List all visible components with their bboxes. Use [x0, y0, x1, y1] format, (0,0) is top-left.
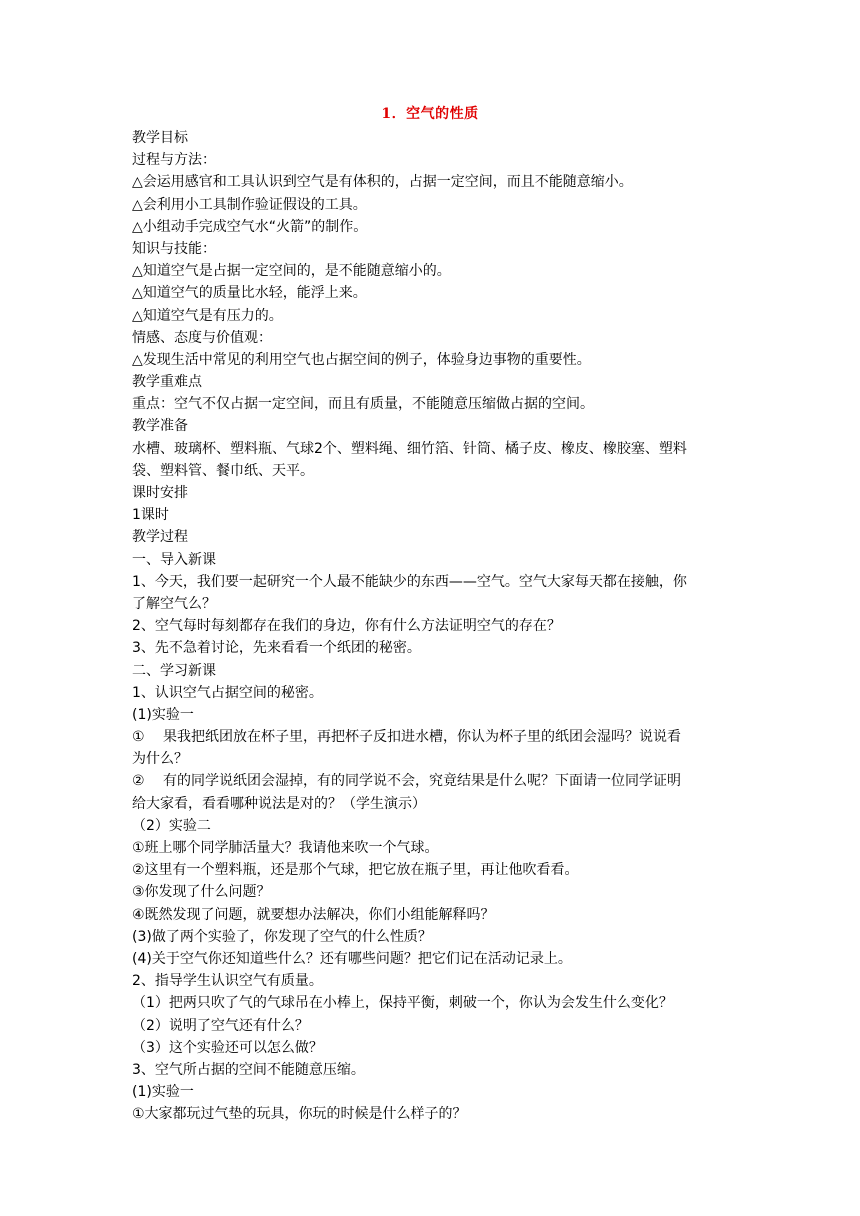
text-line: 教学重难点 [132, 374, 202, 391]
text-line: (1)实验一 [132, 706, 194, 723]
text-line: ③你发现了什么问题？ [132, 884, 271, 901]
text-line: （1）把两只吹了气的气球吊在小棒上，保持平衡，刺破一个，你认为会发生什么变化？ [132, 995, 673, 1012]
text-line: △知道空气是有压力的。 [132, 307, 283, 324]
text-line: 2、指导学生认识空气有质量。 [132, 973, 323, 990]
text-line: 2、空气每时每刻都存在我们的身边，你有什么方法证明空气的存在？ [132, 618, 561, 635]
text-line: 教学准备 [132, 418, 188, 435]
text-line: 重点：空气不仅占据一定空间，而且有质量，不能随意压缩做占据的空间。 [132, 396, 594, 413]
text-line: 课时安排 [132, 485, 188, 501]
text-line: 1课时 [132, 507, 169, 524]
text-line: 一、导入新课 [132, 551, 216, 568]
text-line: 给大家看，看看哪种说法是对的？（学生演示） [132, 795, 426, 812]
text-line: 袋、塑料管、餐巾纸、天平。 [132, 462, 314, 479]
text-line: △知道空气是占据一定空间的，是不能随意缩小的。 [132, 263, 451, 280]
text-line: 为什么？ [132, 751, 188, 768]
text-line: 水槽、玻璃杯、塑料瓶、气球2个、塑料绳、细竹箔、针筒、橘子皮、橡皮、橡胶塞、塑料 [132, 440, 687, 457]
text-line: ④既然发现了问题，就要想办法解决，你们小组能解释吗？ [132, 906, 495, 923]
text-line: △知道空气的质量比水轻，能浮上来。 [132, 285, 367, 302]
text-line: 3、先不急着讨论，先来看看一个纸团的秘密。 [132, 640, 421, 657]
document-title: 1．空气的性质 [381, 106, 479, 122]
text-line: 1、认识空气占据空间的秘密。 [132, 684, 323, 701]
text-line: ① 果我把纸团放在杯子里，再把杯子反扣进水槽，你认为杯子里的纸团会湿吗？说说看 [132, 729, 681, 746]
text-line: (1)实验一 [132, 1084, 194, 1101]
text-line: 1、今天，我们要一起研究一个人最不能缺少的东西——空气。空气大家每天都在接触，你 [132, 573, 687, 590]
text-line: 了解空气么？ [132, 595, 216, 612]
text-line: △会利用小工具制作验证假设的工具。 [132, 196, 367, 213]
text-line: (4)关于空气你还知道些什么？还有哪些问题？把它们记在活动记录上。 [132, 950, 572, 967]
text-line: ①大家都玩过气垫的玩具，你玩的时候是什么样子的？ [132, 1106, 467, 1123]
text-line: △小组动手完成空气水“火箭”的制作。 [132, 218, 368, 235]
text-line: 过程与方法： [132, 152, 216, 169]
text-line: 教学过程 [132, 529, 188, 546]
text-line: 教学目标 [132, 130, 188, 146]
text-line: （2）实验二 [132, 817, 211, 834]
text-line: (3)做了两个实验了，你发现了空气的什么性质？ [132, 928, 432, 945]
document-body [132, 127, 732, 1125]
text-line: （2）说明了空气还有什么？ [132, 1017, 309, 1034]
text-line: ①班上哪个同学肺活量大？我请他来吹一个气球。 [132, 840, 439, 856]
text-line: 二、学习新课 [132, 662, 216, 679]
text-line: 3、空气所占据的空间不能随意压缩。 [132, 1061, 365, 1078]
text-line: （3）这个实验还可以怎么做？ [132, 1039, 323, 1056]
text-line: ② 有的同学说纸团会湿掉，有的同学说不会，究竟结果是什么呢？下面请一位同学证明 [132, 773, 681, 790]
text-line: ②这里有一个塑料瓶，还是那个气球，把它放在瓶子里，再让他吹看看。 [132, 862, 579, 879]
text-line: △发现生活中常见的利用空气也占据空间的例子，体验身边事物的重要性。 [132, 351, 591, 368]
text-line: 知识与技能： [132, 240, 216, 257]
text-line: △会运用感官和工具认识到空气是有体积的，占据一定空间，而且不能随意缩小。 [132, 174, 633, 191]
text-line: 情感、态度与价值观： [132, 329, 272, 346]
